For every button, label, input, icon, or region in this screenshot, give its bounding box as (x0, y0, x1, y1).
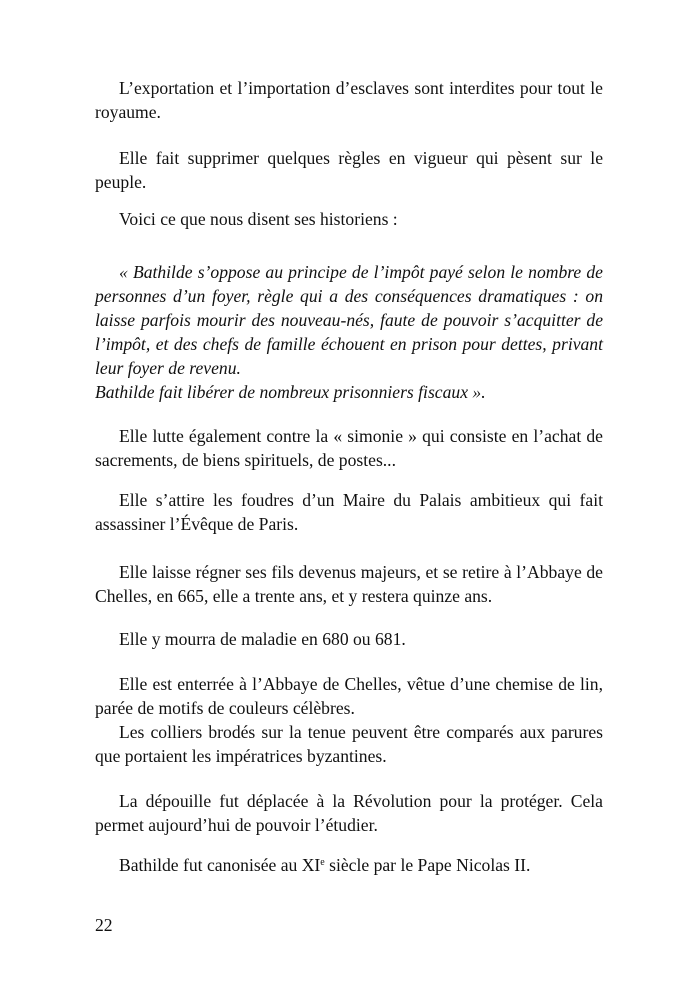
paragraph-text: Voici ce que nous disent ses historiens : (119, 209, 398, 229)
paragraph-mort (95, 627, 603, 651)
canonisation-text-start: Bathilde fut canonisée au XI (119, 855, 321, 875)
paragraph-historiens (95, 207, 603, 231)
paragraph-text: Elle y mourra de maladie en 680 ou 681. (119, 629, 406, 649)
historian-quote (95, 260, 603, 404)
paragraph-text: La dépouille fut déplacée à la Révolution pour la protéger. Cela permet aujourd’hui de pouvoir l’étudier. (95, 791, 603, 835)
paragraph-simonie (95, 424, 603, 472)
paragraph-regles (95, 146, 603, 194)
paragraph-abbaye (95, 560, 603, 608)
paragraph-exportation (95, 76, 603, 124)
canonisation-text-end: siècle par le Pape Nicolas II. (324, 855, 531, 875)
paragraph-text: Elle fait supprimer quelques règles en vigueur qui pèsent sur le peuple. (95, 148, 603, 192)
quote-text-continued: Bathilde fait libérer de nombreux prisonniers fiscaux ». (95, 382, 486, 402)
paragraph-text-continued: Les colliers brodés sur la tenue peuvent être comparés aux parures que portaient les impératrices byzantines. (95, 722, 603, 766)
page-number: 22 (95, 915, 113, 935)
paragraph-text: Elle lutte également contre la « simonie » qui consiste en l’achat de sacrements, de biens spirituels, de postes... (95, 426, 603, 470)
paragraph-sepulture (95, 672, 603, 768)
paragraph-maire-du-palais (95, 488, 603, 536)
paragraph-text: Elle est enterrée à l’Abbaye de Chelles, vêtue d’une chemise de lin, parée de motifs de couleurs célèbres. (95, 674, 603, 718)
paragraph-text: L’exportation et l’importation d’esclaves sont interdites pour tout le royaume. (95, 78, 603, 122)
quote-text: « Bathilde s’oppose au principe de l’impôt payé selon le nombre de personnes d’un foyer, règle qui a des conséquences dramatiques : on laisse parfois mourir des nouveau-nés, faute de pouvoir s’acquitter de l’impôt, et des chefs de famille échouent en prison pour dettes, privant leur foyer de revenu. (95, 262, 603, 378)
paragraph-text (95, 853, 603, 877)
paragraph-text: Elle laisse régner ses fils devenus majeurs, et se retire à l’Abbaye de Chelles, en 665, elle a trente ans, et y restera quinze ans. (95, 562, 603, 606)
paragraph-text: Elle s’attire les foudres d’un Maire du Palais ambitieux qui fait assassiner l’Évêque de Paris. (95, 490, 603, 534)
paragraph-depouille (95, 789, 603, 837)
century-superscript: e (320, 857, 325, 868)
paragraph-canonisation (95, 853, 603, 877)
